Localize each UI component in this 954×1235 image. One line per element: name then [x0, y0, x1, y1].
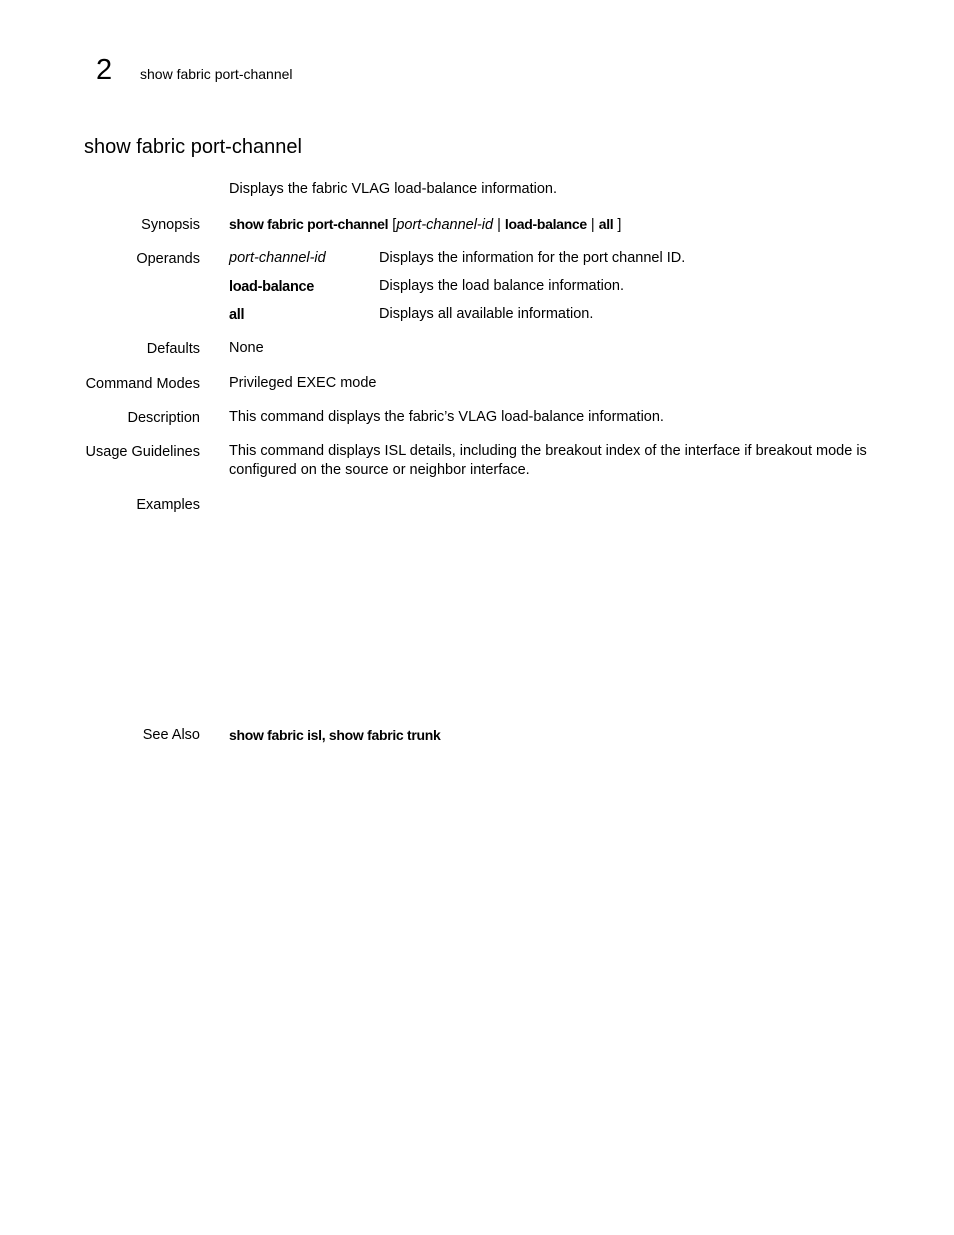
intro-text: Displays the fabric VLAG load-balance information. [229, 181, 558, 197]
description-label: Description [127, 410, 200, 426]
synopsis-arg-port-channel-id: port-channel-id [396, 217, 494, 233]
synopsis-content [229, 215, 621, 235]
see-also-label: See Also [142, 727, 200, 743]
command-modes-label: Command Modes [85, 376, 200, 392]
operand-desc: Displays all available information. [379, 306, 594, 322]
defaults-value: None [229, 340, 264, 356]
defaults-label: Defaults [146, 341, 200, 357]
operand-name: load-balance [229, 279, 315, 295]
synopsis-arg-all: all [598, 216, 614, 232]
operand-name: all [229, 307, 245, 323]
command-modes-value: Privileged EXEC mode [229, 375, 377, 391]
chapter-number: 2 [96, 54, 113, 86]
synopsis-command: show fabric port-channel [229, 216, 389, 232]
page-title: show fabric port-channel [84, 136, 302, 158]
synopsis-separator: | [586, 217, 599, 233]
operands-label: Operands [136, 251, 200, 267]
usage-guidelines-label: Usage Guidelines [85, 444, 200, 460]
synopsis-close-bracket: ] [613, 217, 622, 233]
running-header: show fabric port-channel [140, 66, 293, 82]
description-value: This command displays the fabric’s VLAG load-balance information. [229, 409, 664, 425]
operand-desc: Displays the load balance information. [379, 278, 625, 294]
synopsis-open-bracket: [ [388, 217, 397, 233]
usage-guidelines-value: This command displays ISL details, including the breakout index of the interface if breakout mode is configured on the source or neighbor interface. [229, 443, 867, 478]
see-also-links[interactable]: show fabric isl, show fabric trunk [229, 727, 441, 743]
operand-desc: Displays the information for the port channel ID. [379, 250, 686, 266]
synopsis-arg-load-balance: load-balance [504, 216, 587, 232]
examples-label: Examples [136, 497, 200, 513]
synopsis-separator: | [493, 217, 505, 233]
synopsis-label: Synopsis [141, 217, 200, 233]
operand-name: port-channel-id [229, 250, 326, 266]
